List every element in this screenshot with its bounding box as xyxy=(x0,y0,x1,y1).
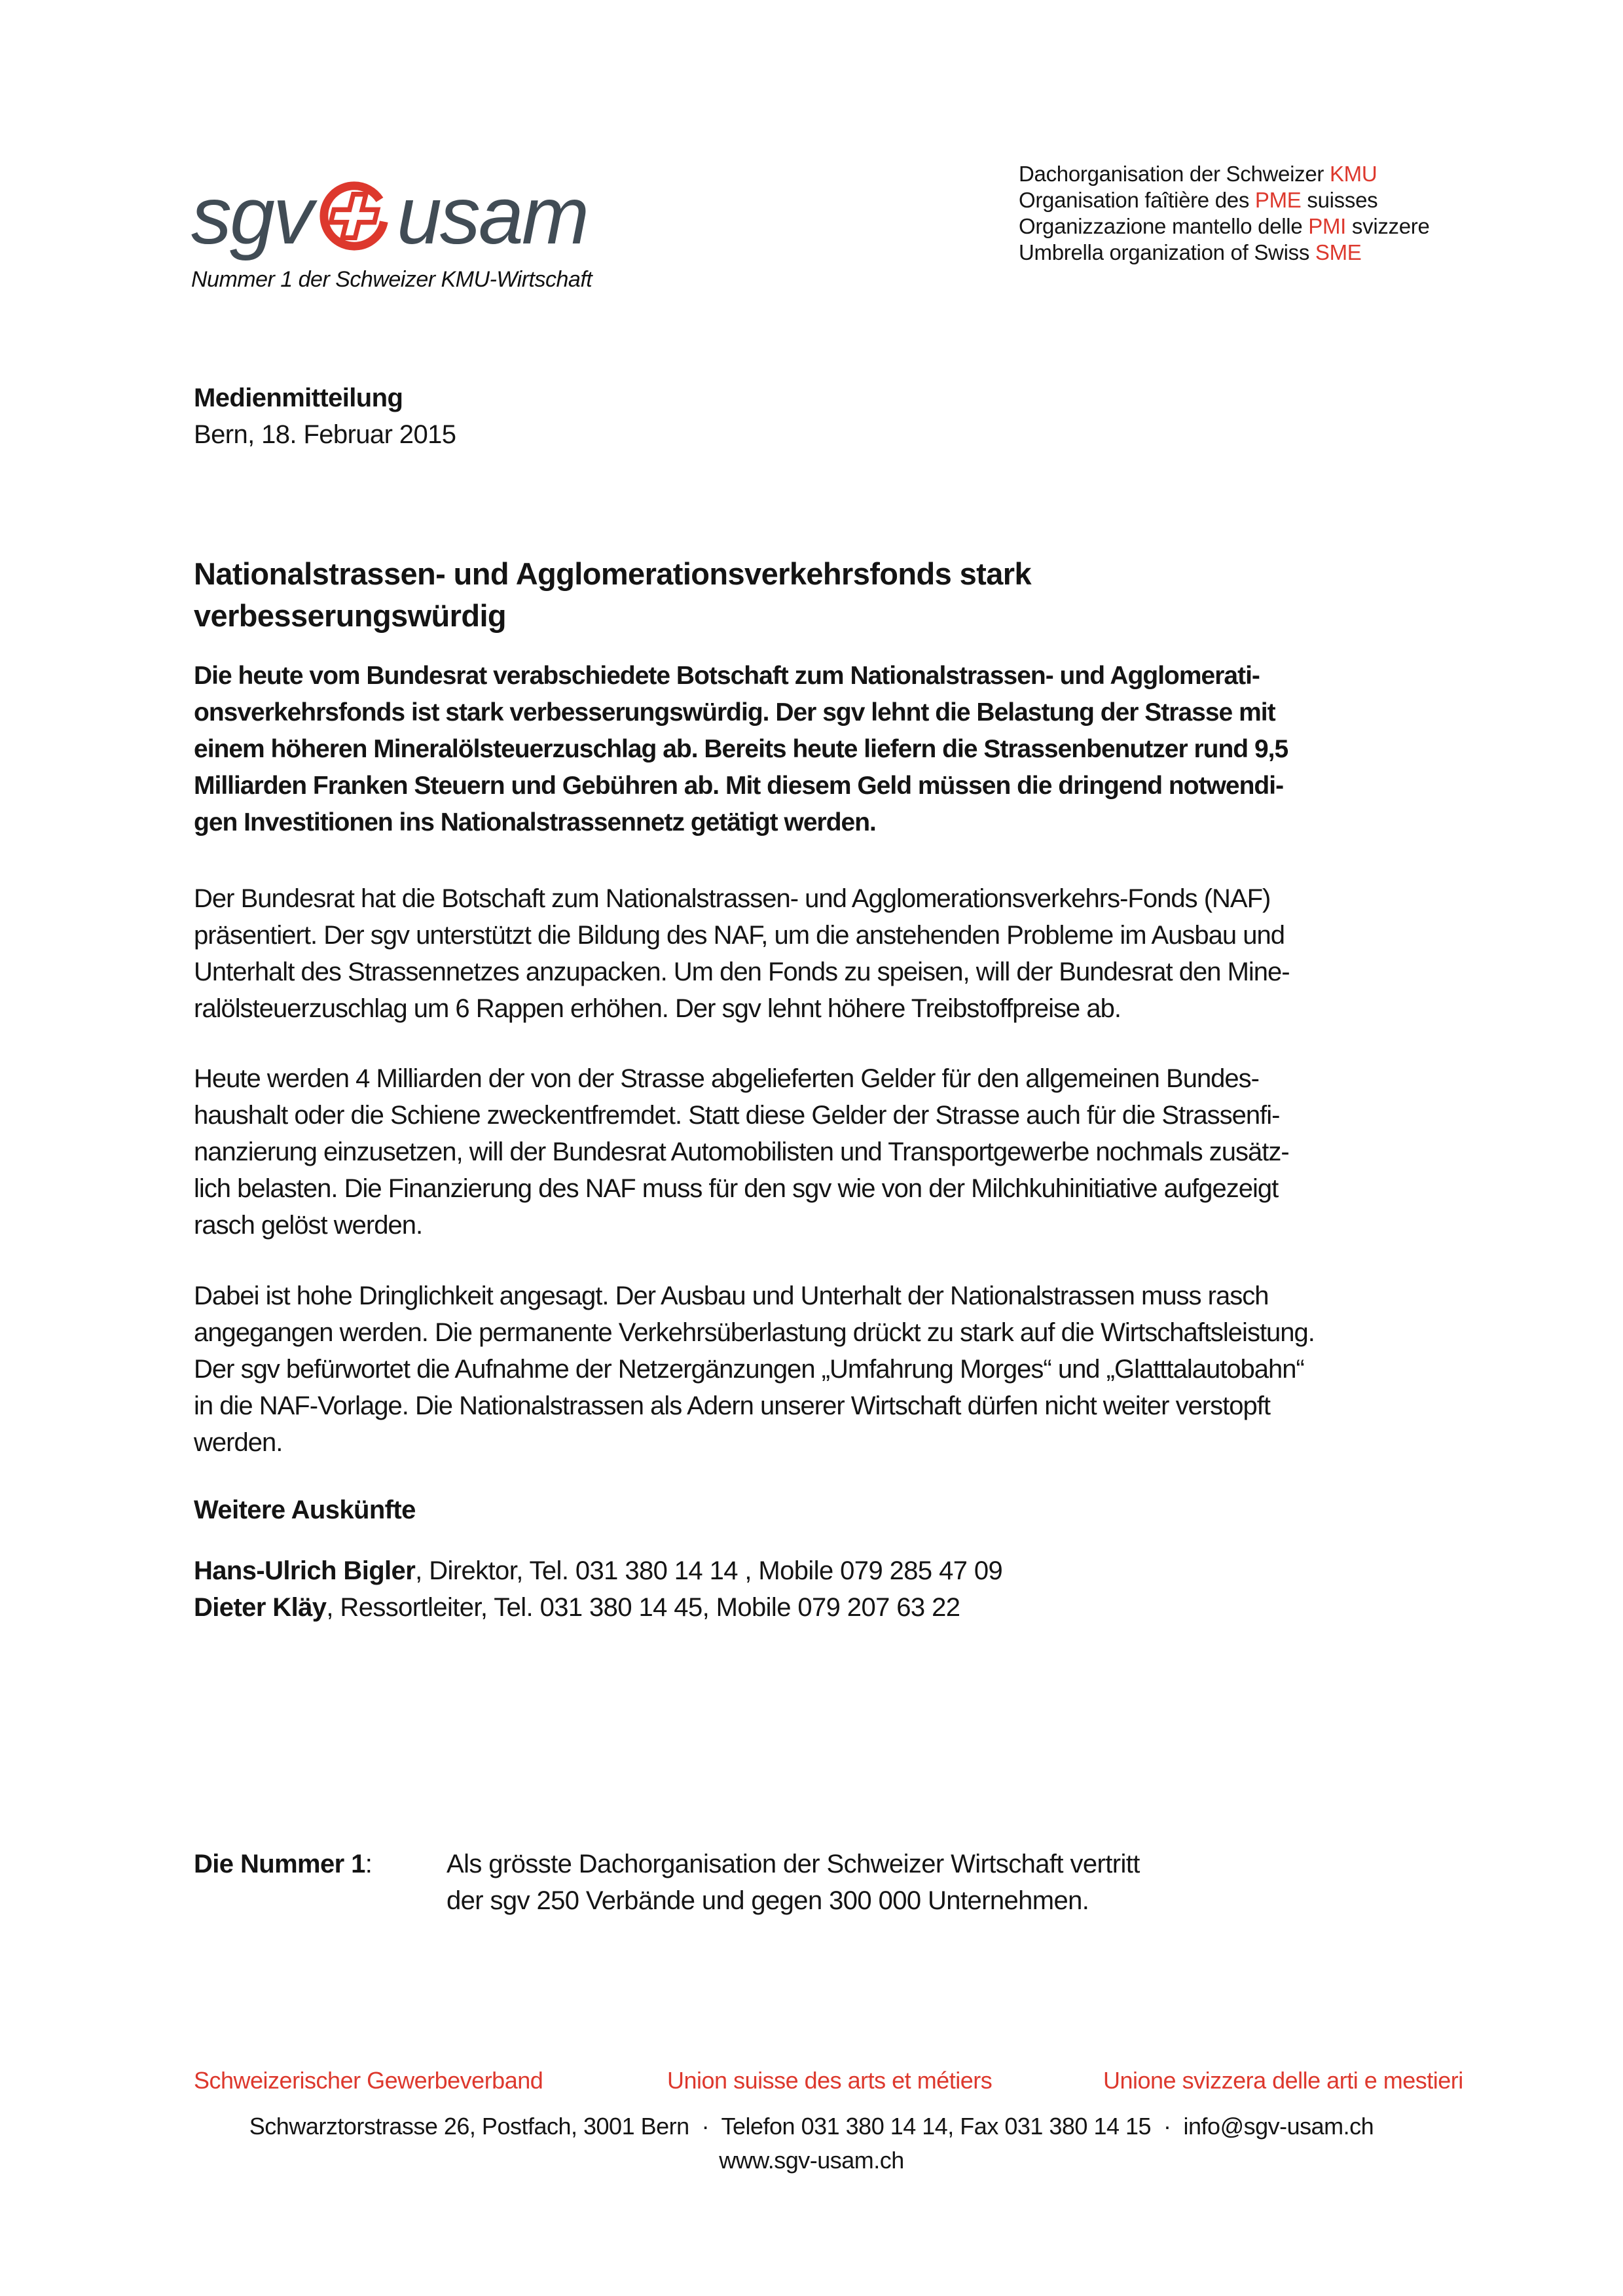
lead-line: onsverkehrsfonds ist stark verbesserungswürdig. Der sgv lehnt die Belastung der Strasse mit xyxy=(194,698,1275,726)
body-line: lich belasten. Die Finanzierung des NAF muss für den sgv wie von der Milchkuhinitiative aufgezeigt xyxy=(194,1174,1279,1203)
org-line-en-pre: Umbrella organization of Swiss xyxy=(1019,240,1315,264)
doc-type-heading: Medienmitteilung xyxy=(194,384,403,412)
number-one-text xyxy=(447,1846,1140,1919)
body-paragraph xyxy=(194,880,1290,1027)
sgv-usam-logo xyxy=(191,171,593,293)
org-line-it-post: svizzere xyxy=(1346,214,1430,238)
body-line: in die NAF-Vorlage. Die Nationalstrassen als Adern unserer Wirtschaft dürfen nicht weiter verstopft xyxy=(194,1391,1271,1420)
logo-text-sgv: sgv xyxy=(191,171,312,261)
page-title-line: Nationalstrassen- und Agglomerationsverkehrsfonds stark xyxy=(194,556,1031,591)
contact-name: Dieter Kläy xyxy=(194,1593,327,1622)
contact-entry xyxy=(194,1589,1002,1626)
logo-text-usam: usam xyxy=(396,171,588,261)
number-one-label-text: Die Nummer 1 xyxy=(194,1850,365,1878)
logo-row xyxy=(191,171,592,261)
number-one-line: der sgv 250 Verbände und gegen 300 000 Unternehmen. xyxy=(447,1886,1089,1915)
org-line-fr xyxy=(1019,187,1430,213)
body-paragraph xyxy=(194,1060,1289,1244)
contact-details: , Ressortleiter, Tel. 031 380 14 45, Mobile 079 207 63 22 xyxy=(326,1593,960,1622)
lead-paragraph xyxy=(194,658,1288,841)
number-one-colon: : xyxy=(365,1850,373,1878)
body-paragraph xyxy=(194,1278,1315,1461)
footer-org-french: Union suisse des arts et métiers xyxy=(667,2067,993,2094)
org-line-fr-pre: Organisation faîtière des xyxy=(1019,188,1255,212)
footer-org-names xyxy=(194,2067,1463,2096)
contacts-section xyxy=(194,1496,1002,1626)
dateline: Bern, 18. Februar 2015 xyxy=(194,420,456,449)
body-line: Der Bundesrat hat die Botschaft zum Nationalstrassen- und Agglomerationsverkehrs-Fonds (NAF) xyxy=(194,884,1271,913)
body-line: werden. xyxy=(194,1428,283,1457)
swiss-cross-ring-icon xyxy=(316,177,393,255)
body-line: nanzierung einzusetzen, will der Bundesrat Automobilisten und Transportgewerbe nochmals zusätz- xyxy=(194,1138,1289,1166)
footer-org-italian: Unione svizzera delle arti e mestieri xyxy=(1103,2067,1463,2094)
footer-address: Schwarztorstrasse 26, Postfach, 3001 Bern · Telefon 031 380 14 14, Fax 031 380 14 15 · info@sgv-usam.ch xyxy=(249,2113,1374,2140)
number-one-line: Als grösste Dachorganisation der Schweizer Wirtschaft vertritt xyxy=(447,1850,1140,1878)
org-line-fr-acronym: PME xyxy=(1254,188,1302,212)
body-line: präsentiert. Der sgv unterstützt die Bildung des NAF, um die anstehenden Probleme im Ausbau und xyxy=(194,921,1285,950)
page-title-line: verbesserungswürdig xyxy=(194,598,507,633)
contact-name: Hans-Ulrich Bigler xyxy=(194,1556,416,1585)
contacts-heading: Weitere Auskünfte xyxy=(194,1496,416,1524)
org-line-de-pre: Dachorganisation der Schweizer xyxy=(1019,162,1330,186)
org-line-it xyxy=(1019,213,1430,240)
body-line: Dabei ist hohe Dringlichkeit angesagt. Der Ausbau und Unterhalt der Nationalstrassen muss rasch xyxy=(194,1282,1269,1310)
org-line-en-acronym: SME xyxy=(1315,240,1362,264)
page-title xyxy=(194,553,1031,637)
body-line: Der sgv befürwortet die Aufnahme der Netzergänzungen „Umfahrung Morges“ und „Glatttalautobahn“ xyxy=(194,1355,1304,1384)
lead-line: einem höheren Mineralölsteuerzuschlag ab. Bereits heute liefern die Strassenbenutzer rund 9,5 xyxy=(194,735,1288,763)
document-meta xyxy=(194,380,456,453)
body-line: Heute werden 4 Milliarden der von der Strasse abgelieferten Gelder für den allgemeinen Bundes- xyxy=(194,1064,1259,1093)
org-line-it-pre: Organizzazione mantello delle xyxy=(1019,214,1309,238)
contact-entry xyxy=(194,1552,1002,1589)
org-line-de xyxy=(1019,161,1430,187)
lead-line: Die heute vom Bundesrat verabschiedete Botschaft zum Nationalstrassen- und Agglomerati- xyxy=(194,662,1260,690)
contact-details: , Direktor, Tel. 031 380 14 14 , Mobile 079 285 47 09 xyxy=(415,1556,1003,1585)
footer-website: www.sgv-usam.ch xyxy=(719,2147,904,2174)
org-descriptions xyxy=(1019,161,1430,266)
lead-line: Milliarden Franken Steuern und Gebühren ab. Mit diesem Geld müssen die dringend notwendi- xyxy=(194,772,1284,800)
body-line: angegangen werden. Die permanente Verkehrsüberlastung drückt zu stark auf die Wirtschaftsleistung. xyxy=(194,1318,1315,1347)
body-line: ralölsteuerzuschlag um 6 Rappen erhöhen. Der sgv lehnt höhere Treibstoffpreise ab. xyxy=(194,994,1121,1023)
lead-line: gen Investitionen ins Nationalstrassennetz getätigt werden. xyxy=(194,808,876,836)
body-line: rasch gelöst werden. xyxy=(194,1211,423,1240)
number-one-note xyxy=(194,1846,1140,1919)
body-line: Unterhalt des Strassennetzes anzupacken. Um den Fonds zu speisen, will der Bundesrat den Mine- xyxy=(194,958,1290,986)
logo-tagline: Nummer 1 der Schweizer KMU-Wirtschaft xyxy=(191,267,593,292)
org-line-fr-post: suisses xyxy=(1301,188,1378,212)
org-line-de-acronym: KMU xyxy=(1329,162,1377,186)
footer-org-german: Schweizerischer Gewerbeverband xyxy=(194,2067,543,2094)
number-one-label xyxy=(194,1846,447,1919)
body-line: haushalt oder die Schiene zweckentfremdet. Statt diese Gelder der Strasse auch für die Strassenfi- xyxy=(194,1101,1280,1130)
org-line-en xyxy=(1019,240,1430,266)
org-line-it-acronym: PMI xyxy=(1308,214,1347,238)
